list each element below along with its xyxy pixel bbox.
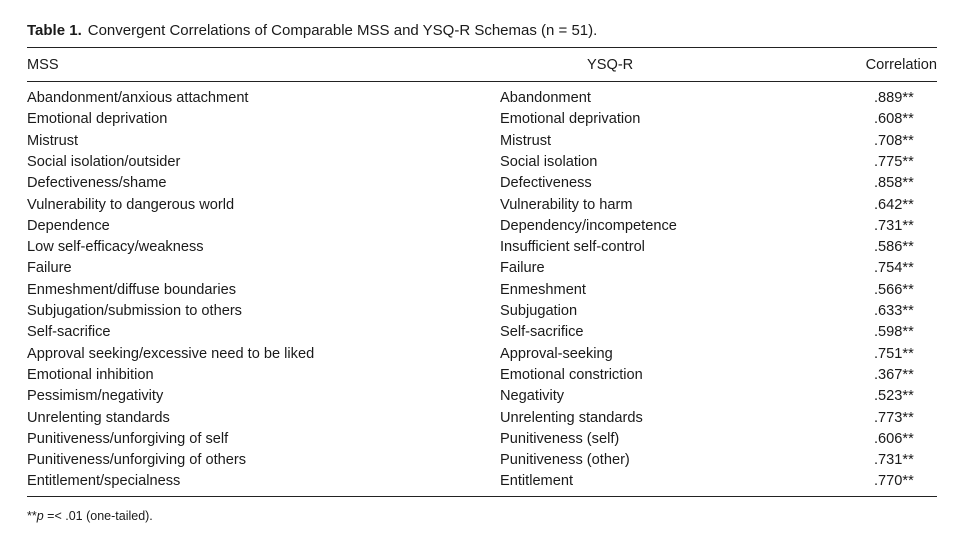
cell-mss: Low self-efficacy/weakness — [27, 239, 204, 256]
table-row — [27, 131, 937, 152]
bottom-rule — [27, 496, 937, 497]
cell-mss: Punitiveness/unforgiving of others — [27, 452, 247, 469]
cell-ysq: Enmeshment — [500, 281, 586, 298]
cell-ysq: Punitiveness (other) — [500, 452, 630, 469]
cell-correlation: .598** — [874, 324, 914, 341]
table-row — [27, 216, 937, 237]
cell-correlation: .731** — [874, 452, 914, 469]
cell-mss: Social isolation/outsider — [27, 153, 181, 170]
cell-ysq: Self-sacrifice — [500, 324, 584, 341]
table-row — [27, 429, 937, 450]
cell-ysq: Approval-seeking — [500, 345, 613, 362]
cell-correlation: .858** — [874, 175, 914, 192]
cell-mss: Defectiveness/shame — [27, 175, 167, 192]
cell-mss: Vulnerability to dangerous world — [27, 196, 235, 213]
cell-ysq: Insufficient self-control — [500, 239, 645, 256]
cell-correlation: .731** — [874, 217, 914, 234]
cell-correlation: .773** — [874, 409, 914, 426]
cell-mss: Emotional deprivation — [27, 111, 168, 128]
cell-mss: Approval seeking/excessive need to be liked — [27, 345, 315, 362]
header-rule — [27, 81, 937, 82]
table-row — [27, 386, 937, 407]
cell-ysq: Emotional deprivation — [500, 111, 641, 128]
table-footnote — [27, 507, 153, 525]
table-row — [27, 152, 937, 173]
cell-ysq: Unrelenting standards — [500, 409, 643, 426]
table-row — [27, 109, 937, 130]
cell-ysq: Defectiveness — [500, 175, 592, 192]
cell-correlation: .642** — [874, 196, 914, 213]
table-row — [27, 322, 937, 343]
footnote-stars: ** — [27, 509, 37, 523]
header-ysq: YSQ-R — [587, 57, 634, 73]
table-caption — [27, 20, 597, 42]
cell-correlation: .523** — [874, 388, 914, 405]
cell-ysq: Emotional constriction — [500, 366, 643, 383]
cell-ysq: Mistrust — [500, 132, 552, 149]
header-correlation: Correlation — [865, 57, 937, 73]
cell-ysq: Social isolation — [500, 153, 598, 170]
table-row — [27, 365, 937, 386]
cell-ysq: Subjugation — [500, 303, 578, 319]
cell-correlation: .608** — [874, 111, 914, 128]
table-row — [27, 344, 937, 365]
cell-mss: Pessimism/negativity — [27, 388, 164, 405]
cell-correlation: .770** — [874, 473, 914, 490]
table-row — [27, 237, 937, 258]
cell-mss: Mistrust — [27, 132, 79, 149]
cell-ysq: Entitlement — [500, 473, 574, 490]
table-label: Table 1. — [27, 22, 82, 39]
footnote-p: p — [36, 509, 44, 523]
table-row — [27, 258, 937, 279]
table-row — [27, 280, 937, 301]
table-page — [27, 0, 937, 535]
cell-mss: Emotional inhibition — [27, 366, 154, 383]
cell-correlation: .367** — [874, 366, 914, 383]
cell-mss: Enmeshment/diffuse boundaries — [27, 281, 237, 298]
cell-correlation: .566** — [874, 281, 914, 298]
table-row — [27, 301, 937, 322]
cell-correlation: .889** — [874, 90, 914, 106]
cell-correlation: .751** — [874, 345, 914, 362]
table-row — [27, 195, 937, 216]
table-row — [27, 408, 937, 429]
cell-mss: Failure — [27, 260, 72, 277]
table-row — [27, 88, 937, 109]
table-header-row — [27, 55, 937, 76]
cell-ysq: Vulnerability to harm — [500, 196, 633, 213]
cell-mss: Punitiveness/unforgiving of self — [27, 430, 229, 447]
cell-mss: Entitlement/specialness — [27, 473, 181, 490]
cell-mss: Subjugation/submission to others — [27, 303, 242, 319]
cell-correlation: .775** — [874, 153, 914, 170]
cell-ysq: Punitiveness (self) — [500, 430, 620, 447]
table-row — [27, 471, 937, 492]
table-title: Convergent Correlations of Comparable MSS and YSQ-R Schemas (n = 51). — [87, 22, 598, 39]
table-row — [27, 173, 937, 194]
cell-correlation: .754** — [874, 260, 914, 277]
cell-correlation: .633** — [874, 303, 914, 319]
header-mss: MSS — [27, 57, 59, 73]
cell-ysq: Failure — [500, 260, 545, 277]
cell-ysq: Dependency/incompetence — [500, 217, 677, 234]
cell-mss: Unrelenting standards — [27, 409, 170, 426]
footnote-text: =< .01 (one-tailed). — [43, 509, 153, 523]
cell-mss: Dependence — [27, 217, 110, 234]
top-rule — [27, 47, 937, 48]
table-row — [27, 450, 937, 471]
cell-mss: Self-sacrifice — [27, 324, 111, 341]
cell-ysq: Abandonment — [500, 90, 591, 106]
cell-ysq: Negativity — [500, 388, 565, 405]
cell-mss: Abandonment/anxious attachment — [27, 90, 249, 106]
cell-correlation: .586** — [874, 239, 914, 256]
cell-correlation: .606** — [874, 430, 914, 447]
cell-correlation: .708** — [874, 132, 914, 149]
